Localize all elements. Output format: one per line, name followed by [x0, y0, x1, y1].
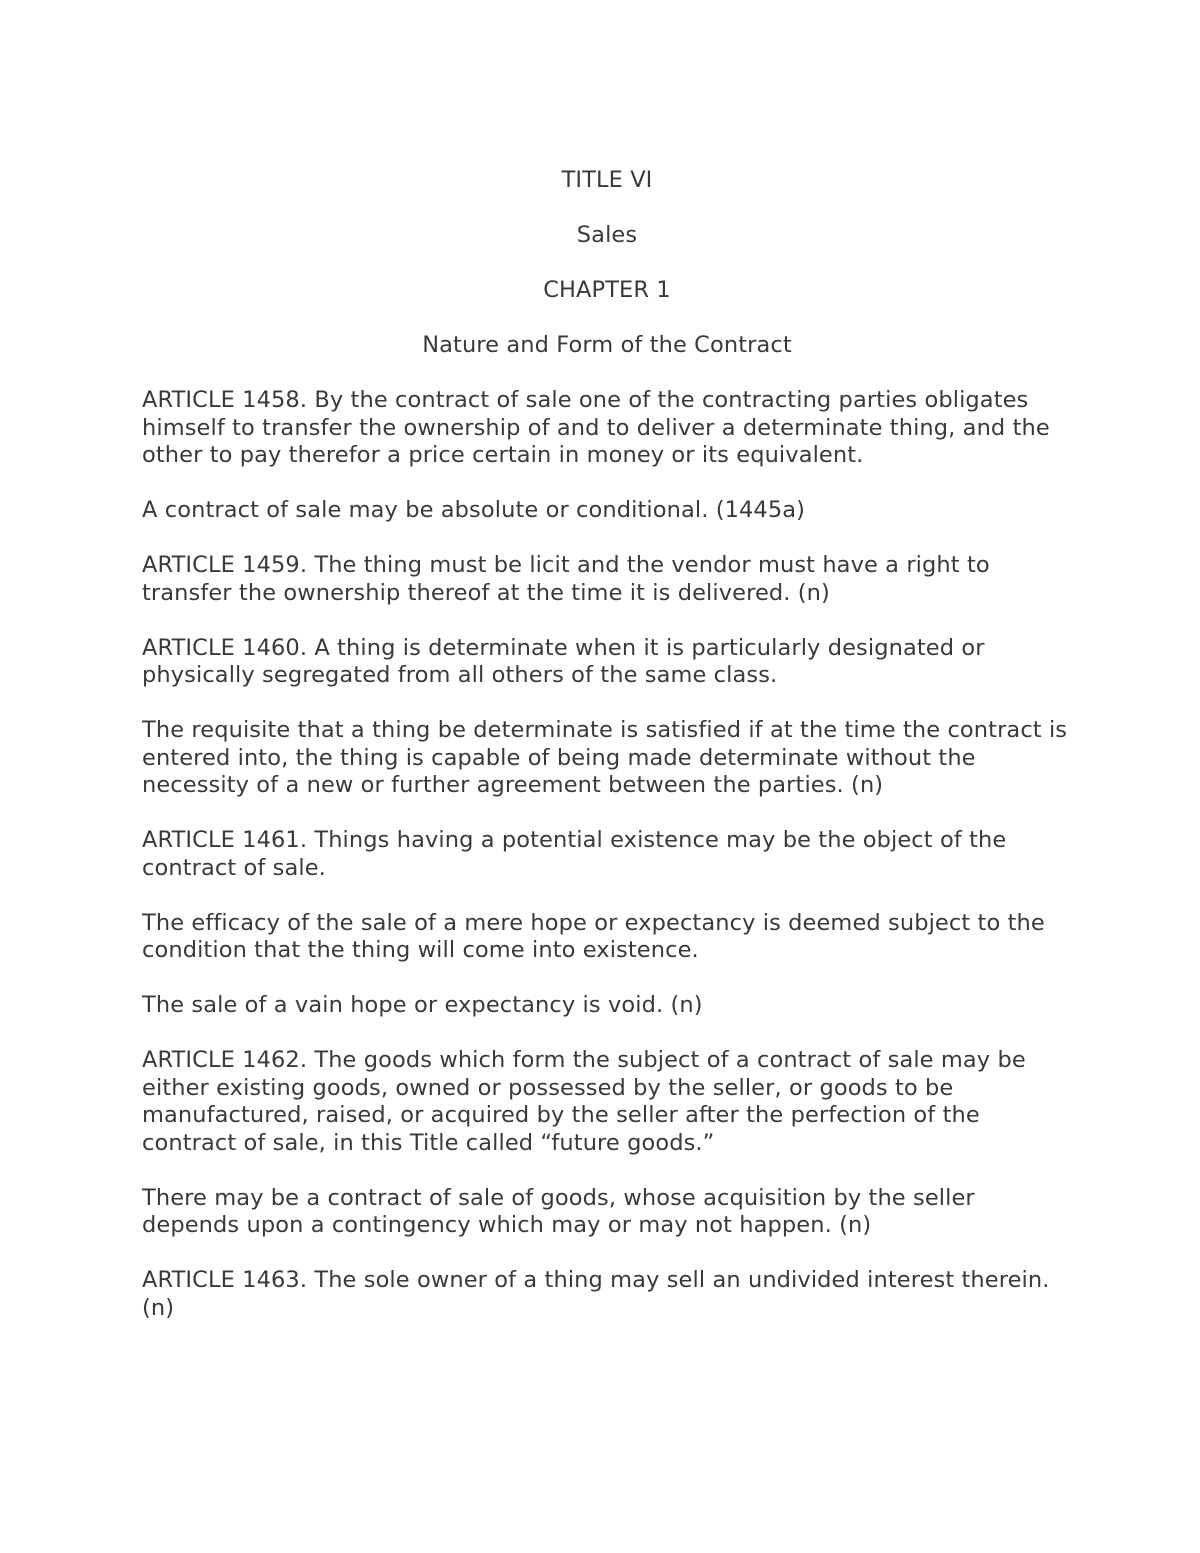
document-body: [142, 167, 1072, 1350]
article-1458-clause-paragraph: A contract of sale may be absolute or conditional. (1445a): [142, 497, 806, 523]
article-1458-paragraph: ARTICLE 1458. By the contract of sale one of the contracting parties obligates himself to transfer the ownership of and to deliver a determinate thing, and the other to pay therefor a price certain in money or its equivalent.: [142, 387, 1050, 468]
article-1460-paragraph: ARTICLE 1460. A thing is determinate when it is particularly designated or physically segregated from all others of the same class.: [142, 634, 985, 688]
chapter-heading: CHAPTER 1: [543, 277, 671, 303]
subtitle-heading: Sales: [576, 222, 638, 248]
article-1462-paragraph: ARTICLE 1462. The goods which form the subject of a contract of sale may be either existing goods, owned or possessed by the seller, or goods to be manufactured, raised, or acquired by the seller after the perfection of the contract of sale, in this Title called “future goods.”: [142, 1047, 1026, 1156]
title-heading: TITLE VI: [561, 167, 653, 193]
article-1463-paragraph: ARTICLE 1463. The sole owner of a thing may sell an undivided interest therein. (n): [142, 1267, 1050, 1321]
article-1461-clause-paragraph: The efficacy of the sale of a mere hope or expectancy is deemed subject to the condition that the thing will come into existence.: [142, 909, 1045, 963]
article-1461-void-paragraph: The sale of a vain hope or expectancy is void. (n): [142, 992, 703, 1018]
article-1459-paragraph: ARTICLE 1459. The thing must be licit and the vendor must have a right to transfer the ownership thereof at the time it is delivered. (n): [142, 552, 990, 606]
article-1462-clause-paragraph: There may be a contract of sale of goods, whose acquisition by the seller depends upon a contingency which may or may not happen. (n): [142, 1184, 975, 1238]
article-1461-paragraph: ARTICLE 1461. Things having a potential existence may be the object of the contract of sale.: [142, 827, 1007, 881]
article-1460-clause-paragraph: The requisite that a thing be determinate is satisfied if at the time the contract is entered into, the thing is capable of being made determinate without the necessity of a new or further agreement between the parties. (n): [142, 717, 1068, 798]
chapter-title-heading: Nature and Form of the Contract: [422, 332, 792, 358]
